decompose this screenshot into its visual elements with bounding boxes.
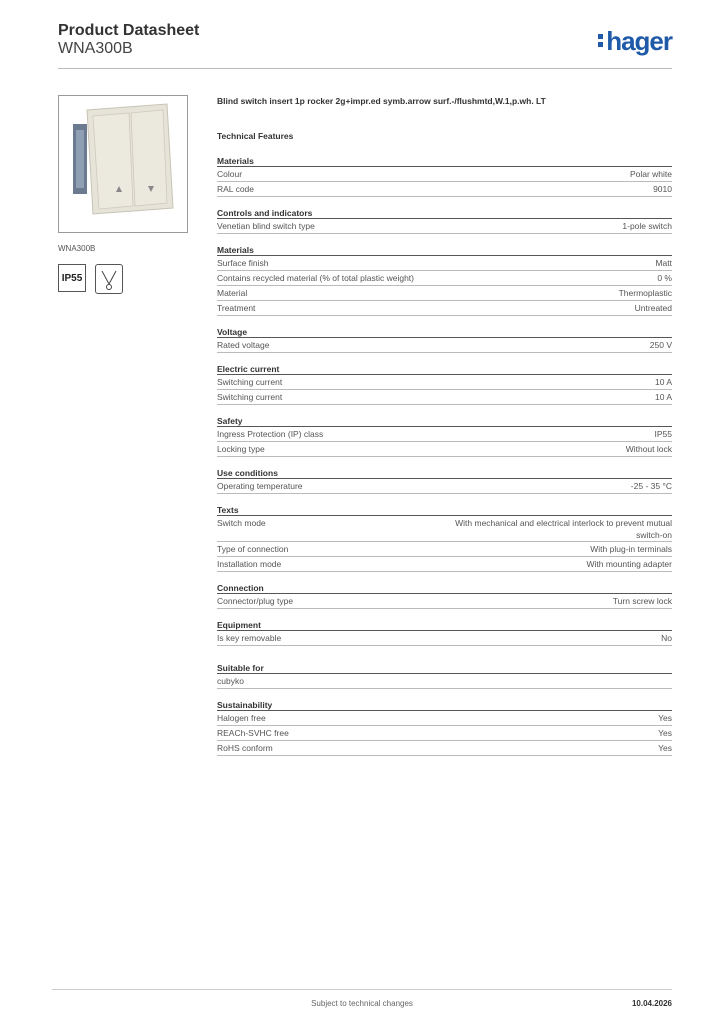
row-label: Rated voltage — [217, 340, 270, 350]
row-label: Surface finish — [217, 258, 269, 268]
row-value: 0 % — [657, 273, 672, 283]
row-value: With plug-in terminals — [590, 544, 672, 554]
suitable-item: cubyko — [217, 674, 672, 689]
feature-section — [217, 326, 672, 353]
table-row — [217, 301, 672, 316]
table-row — [217, 390, 672, 405]
row-label: RoHS conform — [217, 742, 273, 753]
row-label: Halogen free — [217, 712, 266, 723]
product-image — [58, 95, 188, 233]
row-label: Type of connection — [217, 544, 289, 554]
hager-logo — [598, 26, 672, 57]
row-value: IP55 — [654, 429, 672, 439]
feature-section — [217, 582, 672, 609]
row-label: Locking type — [217, 444, 265, 454]
table-row — [217, 286, 672, 301]
row-label: Colour — [217, 169, 243, 179]
table-row — [217, 542, 672, 557]
row-label: Switch mode — [217, 518, 266, 528]
row-value: With mechanical and electrical interlock to prevent mutual switch-on — [455, 518, 672, 540]
page-title: Product Datasheet — [58, 22, 200, 39]
row-label: Switching current — [217, 377, 283, 387]
feature-section — [217, 619, 672, 646]
table-row — [217, 594, 672, 609]
feature-section — [217, 207, 672, 234]
feature-section — [217, 467, 672, 494]
row-value: 9010 — [653, 184, 672, 194]
row-value: Without lock — [625, 444, 672, 454]
table-row — [217, 557, 672, 572]
section-title: Safety — [217, 415, 672, 427]
feature-section — [217, 244, 672, 316]
feature-section — [217, 363, 672, 405]
row-label: Operating temperature — [217, 481, 303, 491]
section-title: Connection — [217, 582, 672, 594]
row-value: Turn screw lock — [612, 596, 672, 606]
product-code: WNA300B — [58, 40, 133, 57]
row-value: Yes — [658, 742, 672, 753]
logo-text: hager — [606, 26, 672, 56]
sustainability-section — [217, 699, 672, 756]
page-header — [58, 22, 672, 70]
row-label: Switching current — [217, 392, 283, 402]
footer-note: Subject to technical changes — [311, 999, 413, 1008]
feature-section — [217, 415, 672, 457]
table-row — [217, 375, 672, 390]
row-label: Ingress Protection (IP) class — [217, 429, 324, 439]
table-row — [217, 338, 672, 353]
section-title: Electric current — [217, 363, 672, 375]
section-title: Materials — [217, 244, 672, 256]
table-row — [217, 479, 672, 494]
technical-features-heading: Technical Features — [217, 131, 294, 141]
table-row — [217, 726, 672, 741]
switch-product-icon — [59, 96, 187, 232]
row-value: -25 - 35 °C — [630, 481, 672, 491]
row-value: 10 A — [654, 377, 672, 387]
section-title: Suitable for — [217, 662, 672, 674]
footer-divider — [52, 989, 672, 990]
table-row — [217, 271, 672, 286]
row-label: Connector/plug type — [217, 596, 294, 606]
suitable-for-section — [217, 662, 672, 689]
row-label: RAL code — [217, 184, 255, 194]
row-label: Is key removable — [217, 633, 282, 643]
row-value: 10 A — [654, 392, 672, 402]
section-title: Equipment — [217, 619, 672, 631]
table-row — [217, 167, 672, 182]
feature-sections — [217, 155, 672, 646]
row-label: Treatment — [217, 303, 256, 313]
section-title: Use conditions — [217, 467, 672, 479]
section-title: Controls and indicators — [217, 207, 672, 219]
row-value: Untreated — [634, 303, 672, 313]
row-value: With mounting adapter — [586, 559, 672, 569]
row-label: Contains recycled material (% of total plastic weight) — [217, 273, 414, 283]
table-row — [217, 219, 672, 234]
feature-section — [217, 155, 672, 197]
table-row — [217, 427, 672, 442]
row-value: Yes — [658, 727, 672, 738]
switch-symbol-icon — [95, 264, 123, 294]
row-label: Material — [217, 288, 248, 298]
header-divider — [58, 68, 672, 69]
main-content — [217, 95, 672, 766]
table-row — [217, 256, 672, 271]
row-value: 1-pole switch — [622, 221, 672, 231]
section-title: Texts — [217, 504, 672, 516]
table-row — [217, 711, 672, 726]
row-value: Thermoplastic — [618, 288, 672, 298]
row-value: No — [661, 633, 672, 643]
section-title: Voltage — [217, 326, 672, 338]
table-row — [217, 741, 672, 756]
table-row — [217, 516, 672, 542]
ip-rating-badge: IP55 — [58, 264, 86, 292]
row-label: Installation mode — [217, 559, 282, 569]
row-value: Yes — [658, 712, 672, 723]
table-row — [217, 631, 672, 646]
section-title: Sustainability — [217, 699, 672, 711]
row-label: REACh-SVHC free — [217, 727, 289, 738]
image-caption: WNA300B — [58, 244, 96, 253]
table-row — [217, 182, 672, 197]
table-row — [217, 442, 672, 457]
feature-section — [217, 504, 672, 572]
section-title: Materials — [217, 155, 672, 167]
logo-dots-icon — [598, 34, 603, 50]
row-value: Matt — [655, 258, 672, 268]
row-value: 250 V — [649, 340, 672, 350]
footer-date: 10.04.2026 — [631, 999, 672, 1008]
row-value: Polar white — [629, 169, 672, 179]
row-label: Venetian blind switch type — [217, 221, 315, 231]
product-description: Blind switch insert 1p rocker 2g+impr.ed symb.arrow surf.-/flushmtd,W.1,p.wh. LT — [217, 96, 546, 106]
